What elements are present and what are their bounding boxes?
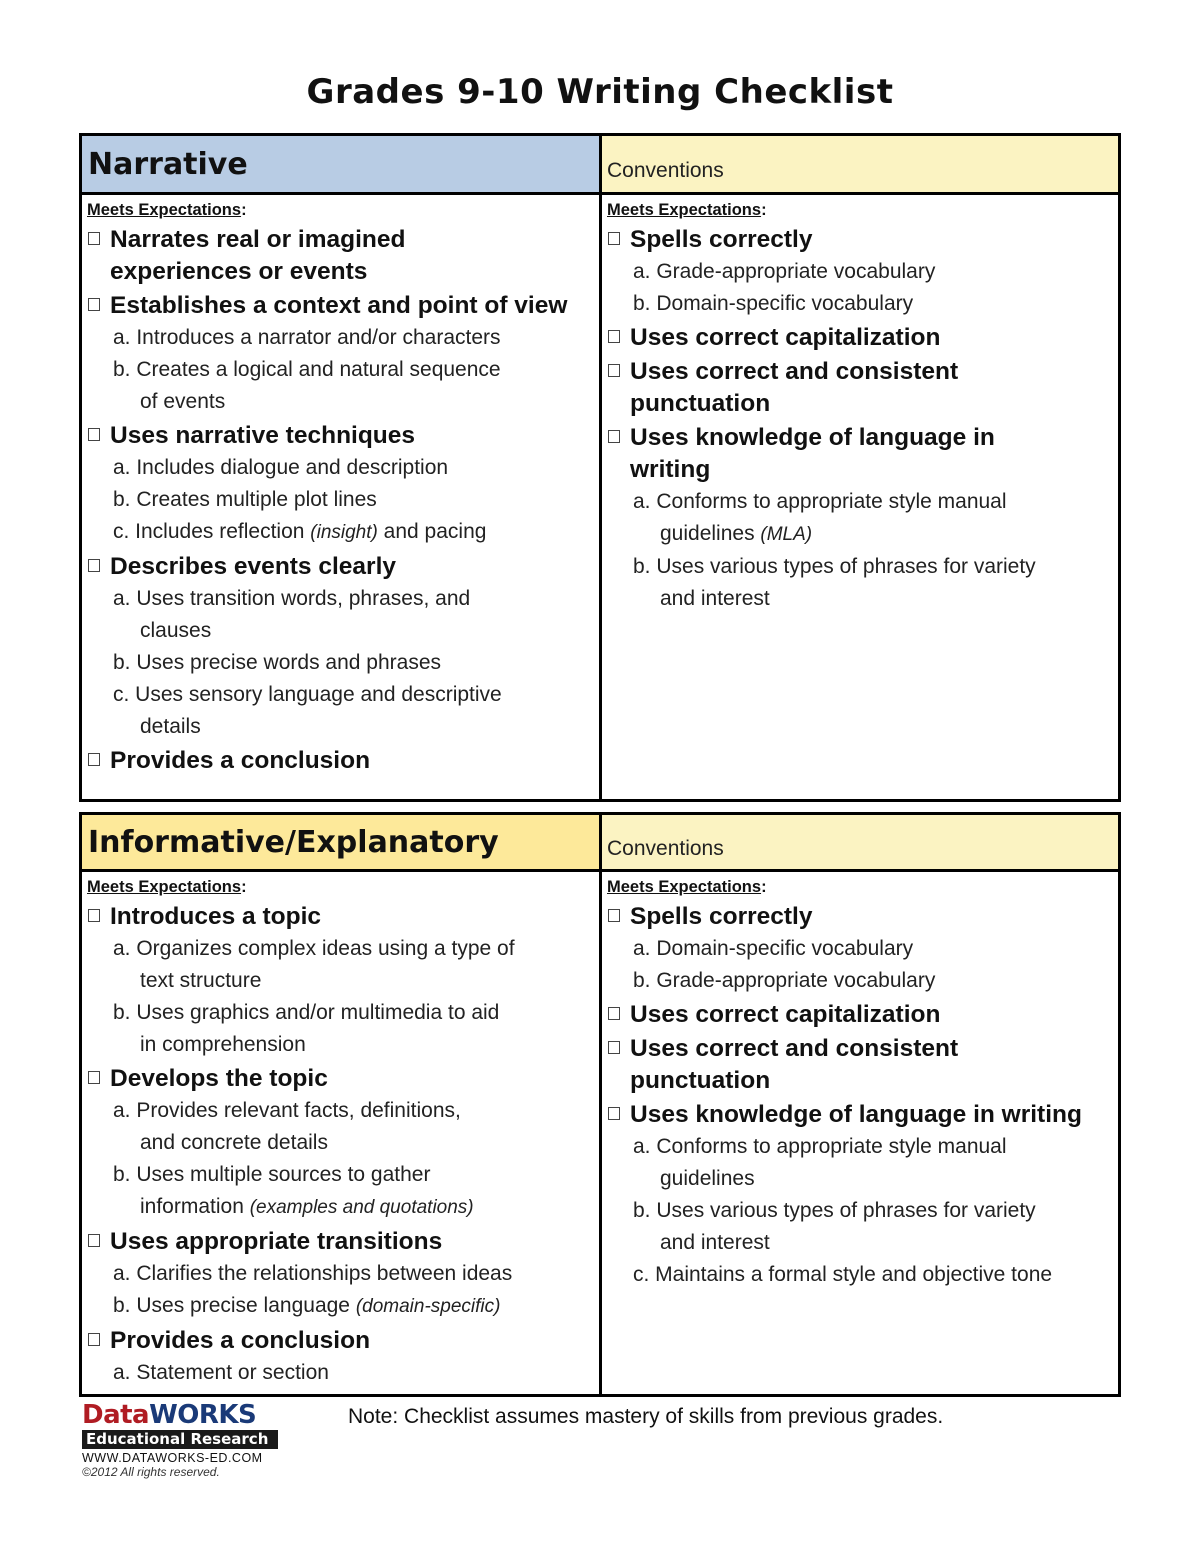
sub-item-text: a. Organizes complex ideas using a type of xyxy=(113,937,515,960)
item-text xyxy=(110,901,321,933)
checkbox[interactable] xyxy=(88,1333,100,1346)
sub-item-cont xyxy=(633,518,1112,551)
item-label: Uses correct and consistent xyxy=(630,1035,959,1062)
sub-item-line xyxy=(113,354,593,386)
sub-item-line xyxy=(113,484,593,516)
sub-item-text: and pacing xyxy=(377,520,487,543)
item-label-cont: experiences or events xyxy=(110,258,368,285)
checklist-item xyxy=(87,1325,593,1357)
narrative-header xyxy=(82,136,602,195)
item-label: Uses correct capitalization xyxy=(630,1001,941,1028)
sub-item-line xyxy=(113,1095,593,1127)
meets-expectations-label xyxy=(607,201,1112,220)
sub-item xyxy=(87,354,593,418)
item-text xyxy=(110,290,567,322)
sub-item-text: a. Introduces a narrator and/or characters xyxy=(113,326,501,349)
sub-item-line xyxy=(633,288,1112,320)
sub-item-line xyxy=(113,647,593,679)
sub-item-line xyxy=(633,256,1112,288)
sub-item-cont: of events xyxy=(140,390,226,413)
item-text xyxy=(630,322,940,354)
page-title: Grades 9-10 Writing Checklist xyxy=(306,72,894,112)
narrative-checklist xyxy=(82,195,602,799)
sub-item-text: a. Grade-appropriate vocabulary xyxy=(633,260,936,283)
sub-item xyxy=(87,1095,593,1159)
sub-item-text: b. Grade-appropriate vocabulary xyxy=(633,969,936,992)
logo-wordmark xyxy=(82,1400,282,1430)
sub-item-text: b. Domain-specific vocabulary xyxy=(633,292,914,315)
conventions-heading: Conventions xyxy=(607,837,724,860)
sub-item-line xyxy=(113,1159,593,1191)
narrative-conventions-checklist xyxy=(602,195,1118,799)
checklist-item xyxy=(607,224,1112,256)
sub-item-line xyxy=(633,1131,1112,1163)
item-text xyxy=(110,224,405,288)
checklist-item xyxy=(87,224,593,288)
item-text xyxy=(630,901,812,933)
item-label: Provides a conclusion xyxy=(110,747,371,774)
sub-item xyxy=(87,933,593,997)
item-label: Narrates real or imagined xyxy=(110,226,406,253)
item-label: Provides a conclusion xyxy=(110,1327,371,1354)
checkbox[interactable] xyxy=(608,909,620,922)
item-text xyxy=(110,745,370,777)
sub-item-text: c. Maintains a formal style and objective tone xyxy=(633,1263,1053,1286)
sub-item-text: a. Clarifies the relationships between ideas xyxy=(113,1262,513,1285)
item-label: Introduces a topic xyxy=(110,903,322,930)
sub-item-text: information xyxy=(140,1195,250,1218)
sub-item-text: b. Uses precise language xyxy=(113,1294,356,1317)
sub-item xyxy=(607,965,1112,997)
sub-item xyxy=(87,647,593,679)
sub-item xyxy=(607,1259,1112,1291)
item-label: Uses correct and consistent xyxy=(630,358,959,385)
meets-colon: : xyxy=(761,201,767,219)
sub-item-italic: (examples and quotations) xyxy=(249,1197,474,1218)
sub-item xyxy=(87,1357,593,1389)
sub-item-line xyxy=(113,516,593,549)
sub-item-line xyxy=(113,322,593,354)
checklist-item xyxy=(607,422,1112,486)
informative-header xyxy=(82,815,602,872)
sub-item xyxy=(607,256,1112,288)
checklist-item xyxy=(87,1063,593,1095)
item-text xyxy=(110,551,396,583)
checklist-item xyxy=(607,322,1112,354)
item-label: Spells correctly xyxy=(630,226,813,253)
sub-item xyxy=(87,1159,593,1224)
informative-conventions-checklist xyxy=(602,872,1118,1394)
item-text xyxy=(630,1033,958,1097)
logo-works: WORKS xyxy=(149,1400,257,1430)
meets-expectations-label xyxy=(87,201,593,220)
logo-url: WWW.DATAWORKS-ED.COM xyxy=(82,1451,263,1465)
item-text xyxy=(630,1099,1082,1131)
item-text xyxy=(110,1226,442,1258)
sub-item-cont: guidelines xyxy=(660,1167,755,1190)
meets-expectations-label xyxy=(607,878,1112,897)
sub-item xyxy=(87,1258,593,1290)
narrative-conventions-header xyxy=(602,136,1118,195)
sub-item-text: a. Statement or section xyxy=(113,1361,329,1384)
checkbox[interactable] xyxy=(608,232,620,245)
sub-item-line xyxy=(113,679,593,711)
item-text xyxy=(630,422,995,486)
sub-item-italic: (insight) xyxy=(310,522,378,543)
meets-colon: : xyxy=(761,878,767,896)
sub-item-text: a. Domain-specific vocabulary xyxy=(633,937,914,960)
meets-expectations-text: Meets Expectations xyxy=(607,201,762,219)
sub-item xyxy=(607,551,1112,615)
sub-item-cont: text structure xyxy=(140,969,262,992)
checkbox[interactable] xyxy=(608,430,620,443)
sub-item-line xyxy=(113,1290,593,1323)
logo-data: Data xyxy=(82,1400,150,1430)
item-label: Uses knowledge of language in xyxy=(630,424,995,451)
sub-item-text: c. Includes reflection xyxy=(113,520,311,543)
item-text xyxy=(110,420,415,452)
meets-expectations-text: Meets Expectations xyxy=(87,878,242,896)
checklist-item xyxy=(607,999,1112,1031)
item-text xyxy=(630,224,812,256)
sub-item xyxy=(607,288,1112,320)
narrative-heading: Narrative xyxy=(88,146,248,182)
checkbox[interactable] xyxy=(88,753,100,766)
item-label-cont: writing xyxy=(630,456,711,483)
checkbox[interactable] xyxy=(88,909,100,922)
sub-item-italic: (MLA) xyxy=(760,524,813,545)
item-label: Uses narrative techniques xyxy=(110,422,416,449)
dataworks-logo xyxy=(82,1400,282,1479)
sub-item xyxy=(87,452,593,484)
sub-item-line xyxy=(113,933,593,965)
sub-item-line xyxy=(113,452,593,484)
sub-item-text: a. Conforms to appropriate style manual xyxy=(633,1135,1007,1158)
item-label: Uses correct capitalization xyxy=(630,324,941,351)
sub-item-text: a. Provides relevant facts, definitions, xyxy=(113,1099,461,1122)
sub-item-line xyxy=(633,933,1112,965)
item-label: Establishes a context and point of view xyxy=(110,292,568,319)
sub-item xyxy=(87,583,593,647)
sub-item-line xyxy=(633,1195,1112,1227)
sub-item xyxy=(607,1131,1112,1195)
checkbox[interactable] xyxy=(608,1007,620,1020)
checklist-item xyxy=(87,745,593,777)
sub-item-text: a. Conforms to appropriate style manual xyxy=(633,490,1007,513)
item-label: Develops the topic xyxy=(110,1065,328,1092)
footnote: Note: Checklist assumes mastery of skills from previous grades. xyxy=(348,1405,944,1428)
sub-item-line xyxy=(113,1258,593,1290)
checkbox[interactable] xyxy=(608,330,620,343)
checkbox[interactable] xyxy=(608,364,620,377)
sub-item xyxy=(607,933,1112,965)
meets-expectations-label xyxy=(87,878,593,897)
sub-item-line xyxy=(633,965,1112,997)
item-label: Uses appropriate transitions xyxy=(110,1228,443,1255)
checkbox[interactable] xyxy=(88,559,100,572)
informative-checklist xyxy=(82,872,602,1394)
sub-item-text: b. Creates a logical and natural sequence xyxy=(113,358,501,381)
sub-item-text: c. Uses sensory language and descriptive xyxy=(113,683,502,706)
item-label: Spells correctly xyxy=(630,903,813,930)
copyright: ©2012 All rights reserved. xyxy=(82,1465,220,1479)
sub-item-line xyxy=(633,551,1112,583)
checkbox[interactable] xyxy=(88,428,100,441)
sub-item-line xyxy=(633,1259,1112,1291)
checkbox[interactable] xyxy=(88,1234,100,1247)
item-label: Describes events clearly xyxy=(110,553,397,580)
narrative-section xyxy=(79,133,1121,802)
meets-colon: : xyxy=(241,201,247,219)
checkbox[interactable] xyxy=(608,1107,620,1120)
meets-expectations-text: Meets Expectations xyxy=(87,201,242,219)
sub-item-line xyxy=(113,583,593,615)
sub-item-line xyxy=(633,486,1112,518)
sub-item-text: b. Uses precise words and phrases xyxy=(113,651,441,674)
checklist-item xyxy=(607,356,1112,420)
checkbox[interactable] xyxy=(608,1041,620,1054)
checklist-item xyxy=(87,901,593,933)
sub-item-text: a. Uses transition words, phrases, and xyxy=(113,587,471,610)
checkbox[interactable] xyxy=(88,298,100,311)
sub-item-cont: and interest xyxy=(660,587,770,610)
sub-item-cont: and concrete details xyxy=(140,1131,328,1154)
sub-item-line xyxy=(113,1357,593,1389)
item-label: Uses knowledge of language in writing xyxy=(630,1101,1082,1128)
item-text xyxy=(110,1325,370,1357)
sub-item-cont xyxy=(113,1191,593,1224)
sub-item-text: b. Uses multiple sources to gather xyxy=(113,1163,431,1186)
sub-item xyxy=(87,322,593,354)
sub-item-cont: details xyxy=(140,715,201,738)
item-label-cont: punctuation xyxy=(630,390,771,417)
item-text xyxy=(630,356,958,420)
sub-item xyxy=(87,1290,593,1323)
checklist-item xyxy=(87,1226,593,1258)
sub-item xyxy=(87,679,593,743)
checklist-item xyxy=(87,551,593,583)
informative-conventions-header xyxy=(602,815,1118,872)
informative-section xyxy=(79,812,1121,1397)
sub-item xyxy=(87,484,593,516)
sub-item-text: b. Uses various types of phrases for variety xyxy=(633,1199,1036,1222)
checklist-item xyxy=(607,1099,1112,1131)
sub-item xyxy=(607,1195,1112,1259)
logo-subtitle: Educational Research xyxy=(82,1430,278,1449)
checkbox[interactable] xyxy=(88,232,100,245)
item-label-cont: punctuation xyxy=(630,1067,771,1094)
sub-item-cont: in comprehension xyxy=(140,1033,306,1056)
sub-item-italic: (domain-specific) xyxy=(355,1296,501,1317)
sub-item xyxy=(87,516,593,549)
meets-colon: : xyxy=(241,878,247,896)
sub-item xyxy=(87,997,593,1061)
sub-item-text: a. Includes dialogue and description xyxy=(113,456,449,479)
sub-item-text: b. Uses various types of phrases for variety xyxy=(633,555,1036,578)
checklist-item xyxy=(87,290,593,322)
sub-item-text: b. Creates multiple plot lines xyxy=(113,488,377,511)
sub-item-cont: and interest xyxy=(660,1231,770,1254)
sub-item xyxy=(607,486,1112,551)
conventions-heading: Conventions xyxy=(607,159,724,182)
sub-item-line xyxy=(113,997,593,1029)
checkbox[interactable] xyxy=(88,1071,100,1084)
item-text xyxy=(110,1063,328,1095)
sub-item-text: b. Uses graphics and/or multimedia to aid xyxy=(113,1001,500,1024)
sub-item-text: guidelines xyxy=(660,522,761,545)
meets-expectations-text: Meets Expectations xyxy=(607,878,762,896)
informative-heading: Informative/Explanatory xyxy=(88,824,499,860)
checklist-item xyxy=(87,420,593,452)
sub-item-cont: clauses xyxy=(140,619,212,642)
checklist-item xyxy=(607,1033,1112,1097)
item-text xyxy=(630,999,940,1031)
checklist-item xyxy=(607,901,1112,933)
